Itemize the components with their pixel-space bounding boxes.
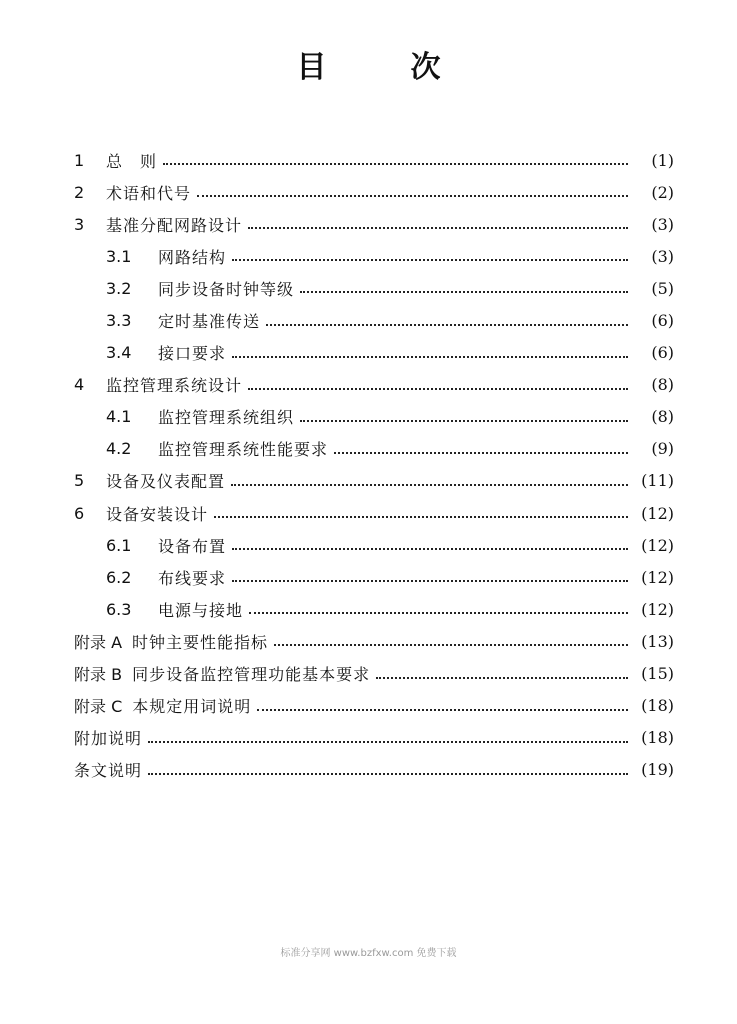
- toc-number: 4.1: [106, 407, 132, 427]
- toc-leader: [376, 677, 628, 679]
- toc-label: 本规定用词说明: [132, 697, 252, 717]
- toc-leader: [232, 356, 628, 358]
- toc-page: (12): [641, 503, 674, 523]
- title-char-1: 目: [296, 50, 327, 85]
- toc-leader: [232, 548, 628, 550]
- toc-leader: [266, 324, 628, 326]
- toc-label: 设备及仪表配置: [106, 472, 226, 492]
- toc-number: 3: [74, 214, 85, 234]
- toc-number: 4.2: [106, 439, 132, 459]
- toc-label: 监控管理系统性能要求: [158, 440, 329, 460]
- toc-row-4-1[interactable]: [74, 401, 674, 433]
- toc-page: (5): [651, 278, 674, 298]
- toc-leader: [231, 484, 628, 486]
- toc-leader: [232, 259, 628, 261]
- toc-leader: [148, 773, 628, 775]
- toc-leader: [232, 580, 628, 582]
- toc-row-appendix-b[interactable]: [74, 658, 674, 690]
- toc-label: 条文说明: [74, 761, 143, 781]
- toc-label: 设备布置: [158, 536, 227, 556]
- toc-row-3-4[interactable]: [74, 337, 674, 369]
- toc-leader: [300, 291, 628, 293]
- toc-row-appendix-c[interactable]: [74, 690, 674, 722]
- page-title: [0, 42, 737, 86]
- toc-leader: [248, 388, 628, 390]
- toc-row-3-2[interactable]: [74, 272, 674, 304]
- toc-leader: [163, 163, 628, 165]
- toc-number: 3.3: [106, 311, 132, 331]
- toc-row-4-2[interactable]: [74, 433, 674, 465]
- toc-number: 3.2: [106, 278, 132, 298]
- toc-label: 设备安装设计: [106, 504, 209, 524]
- toc-row-6[interactable]: [74, 497, 674, 529]
- toc-page: (11): [641, 471, 674, 491]
- toc-row-1[interactable]: [74, 144, 674, 176]
- toc-label: 术语和代号: [106, 183, 192, 203]
- toc-leader: [300, 420, 628, 422]
- toc-page: (3): [651, 246, 674, 266]
- toc-number: 6.1: [106, 535, 132, 555]
- title-char-2: 次: [410, 50, 441, 85]
- toc-label: 接口要求: [158, 344, 227, 364]
- toc-page: (6): [651, 343, 674, 363]
- toc-row-4[interactable]: [74, 369, 674, 401]
- toc-label: 监控管理系统组织: [158, 408, 295, 428]
- toc-page: (12): [641, 567, 674, 587]
- toc-label: 总 则: [106, 151, 158, 171]
- toc-page: (8): [651, 407, 674, 427]
- toc-leader: [257, 709, 628, 711]
- toc-page: (13): [641, 631, 674, 651]
- toc-leader: [334, 452, 628, 454]
- toc-number: 6.2: [106, 567, 132, 587]
- toc-leader: [197, 195, 628, 197]
- toc-number: 5: [74, 471, 85, 491]
- toc-leader: [248, 227, 628, 229]
- toc-leader: [249, 612, 628, 614]
- toc-page: (18): [641, 728, 674, 748]
- toc-row-6-1[interactable]: [74, 529, 674, 561]
- toc-row-6-2[interactable]: [74, 561, 674, 593]
- toc-number: 3.1: [106, 246, 132, 266]
- toc-row-6-3[interactable]: [74, 593, 674, 625]
- toc-page: (19): [641, 760, 674, 780]
- toc-number: 1: [74, 150, 85, 170]
- toc-label: 基准分配网路设计: [106, 215, 243, 235]
- toc-label: 电源与接地: [158, 600, 244, 620]
- toc-number: 附录 A: [74, 632, 123, 652]
- toc-number: 3.4: [106, 343, 132, 363]
- toc-number: 6.3: [106, 599, 132, 619]
- toc-leader: [148, 741, 628, 743]
- toc-label: 时钟主要性能指标: [132, 632, 269, 652]
- toc-number: 6: [74, 503, 85, 523]
- toc-leader: [214, 516, 628, 518]
- toc-label: 定时基准传送: [158, 312, 261, 332]
- toc-page: (3): [651, 214, 674, 234]
- toc-row-5[interactable]: [74, 465, 674, 497]
- toc-row-clause-notes[interactable]: [74, 754, 674, 786]
- toc-page: (15): [641, 664, 674, 684]
- table-of-contents: [74, 144, 674, 786]
- toc-page: (2): [651, 182, 674, 202]
- toc-row-3-3[interactable]: [74, 304, 674, 336]
- toc-row-2[interactable]: [74, 176, 674, 208]
- toc-row-additional-notes[interactable]: [74, 722, 674, 754]
- toc-leader: [274, 644, 628, 646]
- toc-page: (12): [641, 599, 674, 619]
- toc-row-appendix-a[interactable]: [74, 625, 674, 657]
- toc-label: 附加说明: [74, 729, 143, 749]
- toc-page: (12): [641, 535, 674, 555]
- toc-label: 同步设备监控管理功能基本要求: [132, 665, 371, 685]
- toc-number: 2: [74, 182, 85, 202]
- toc-number: 4: [74, 375, 85, 395]
- toc-page: (6): [651, 311, 674, 331]
- footer-watermark: 标准分享网 www.bzfxw.com 免费下载: [280, 948, 457, 959]
- toc-label: 布线要求: [158, 568, 227, 588]
- toc-number: 附录 B: [74, 665, 123, 685]
- toc-label: 网路结构: [158, 247, 227, 267]
- toc-page: (9): [651, 439, 674, 459]
- toc-page: (18): [641, 696, 674, 716]
- toc-label: 监控管理系统设计: [106, 376, 243, 396]
- toc-page: (8): [651, 375, 674, 395]
- toc-number: 附录 C: [74, 697, 123, 717]
- toc-page: (1): [651, 150, 674, 170]
- toc-row-3-1[interactable]: [74, 240, 674, 272]
- toc-label: 同步设备时钟等级: [158, 279, 295, 299]
- toc-row-3[interactable]: [74, 208, 674, 240]
